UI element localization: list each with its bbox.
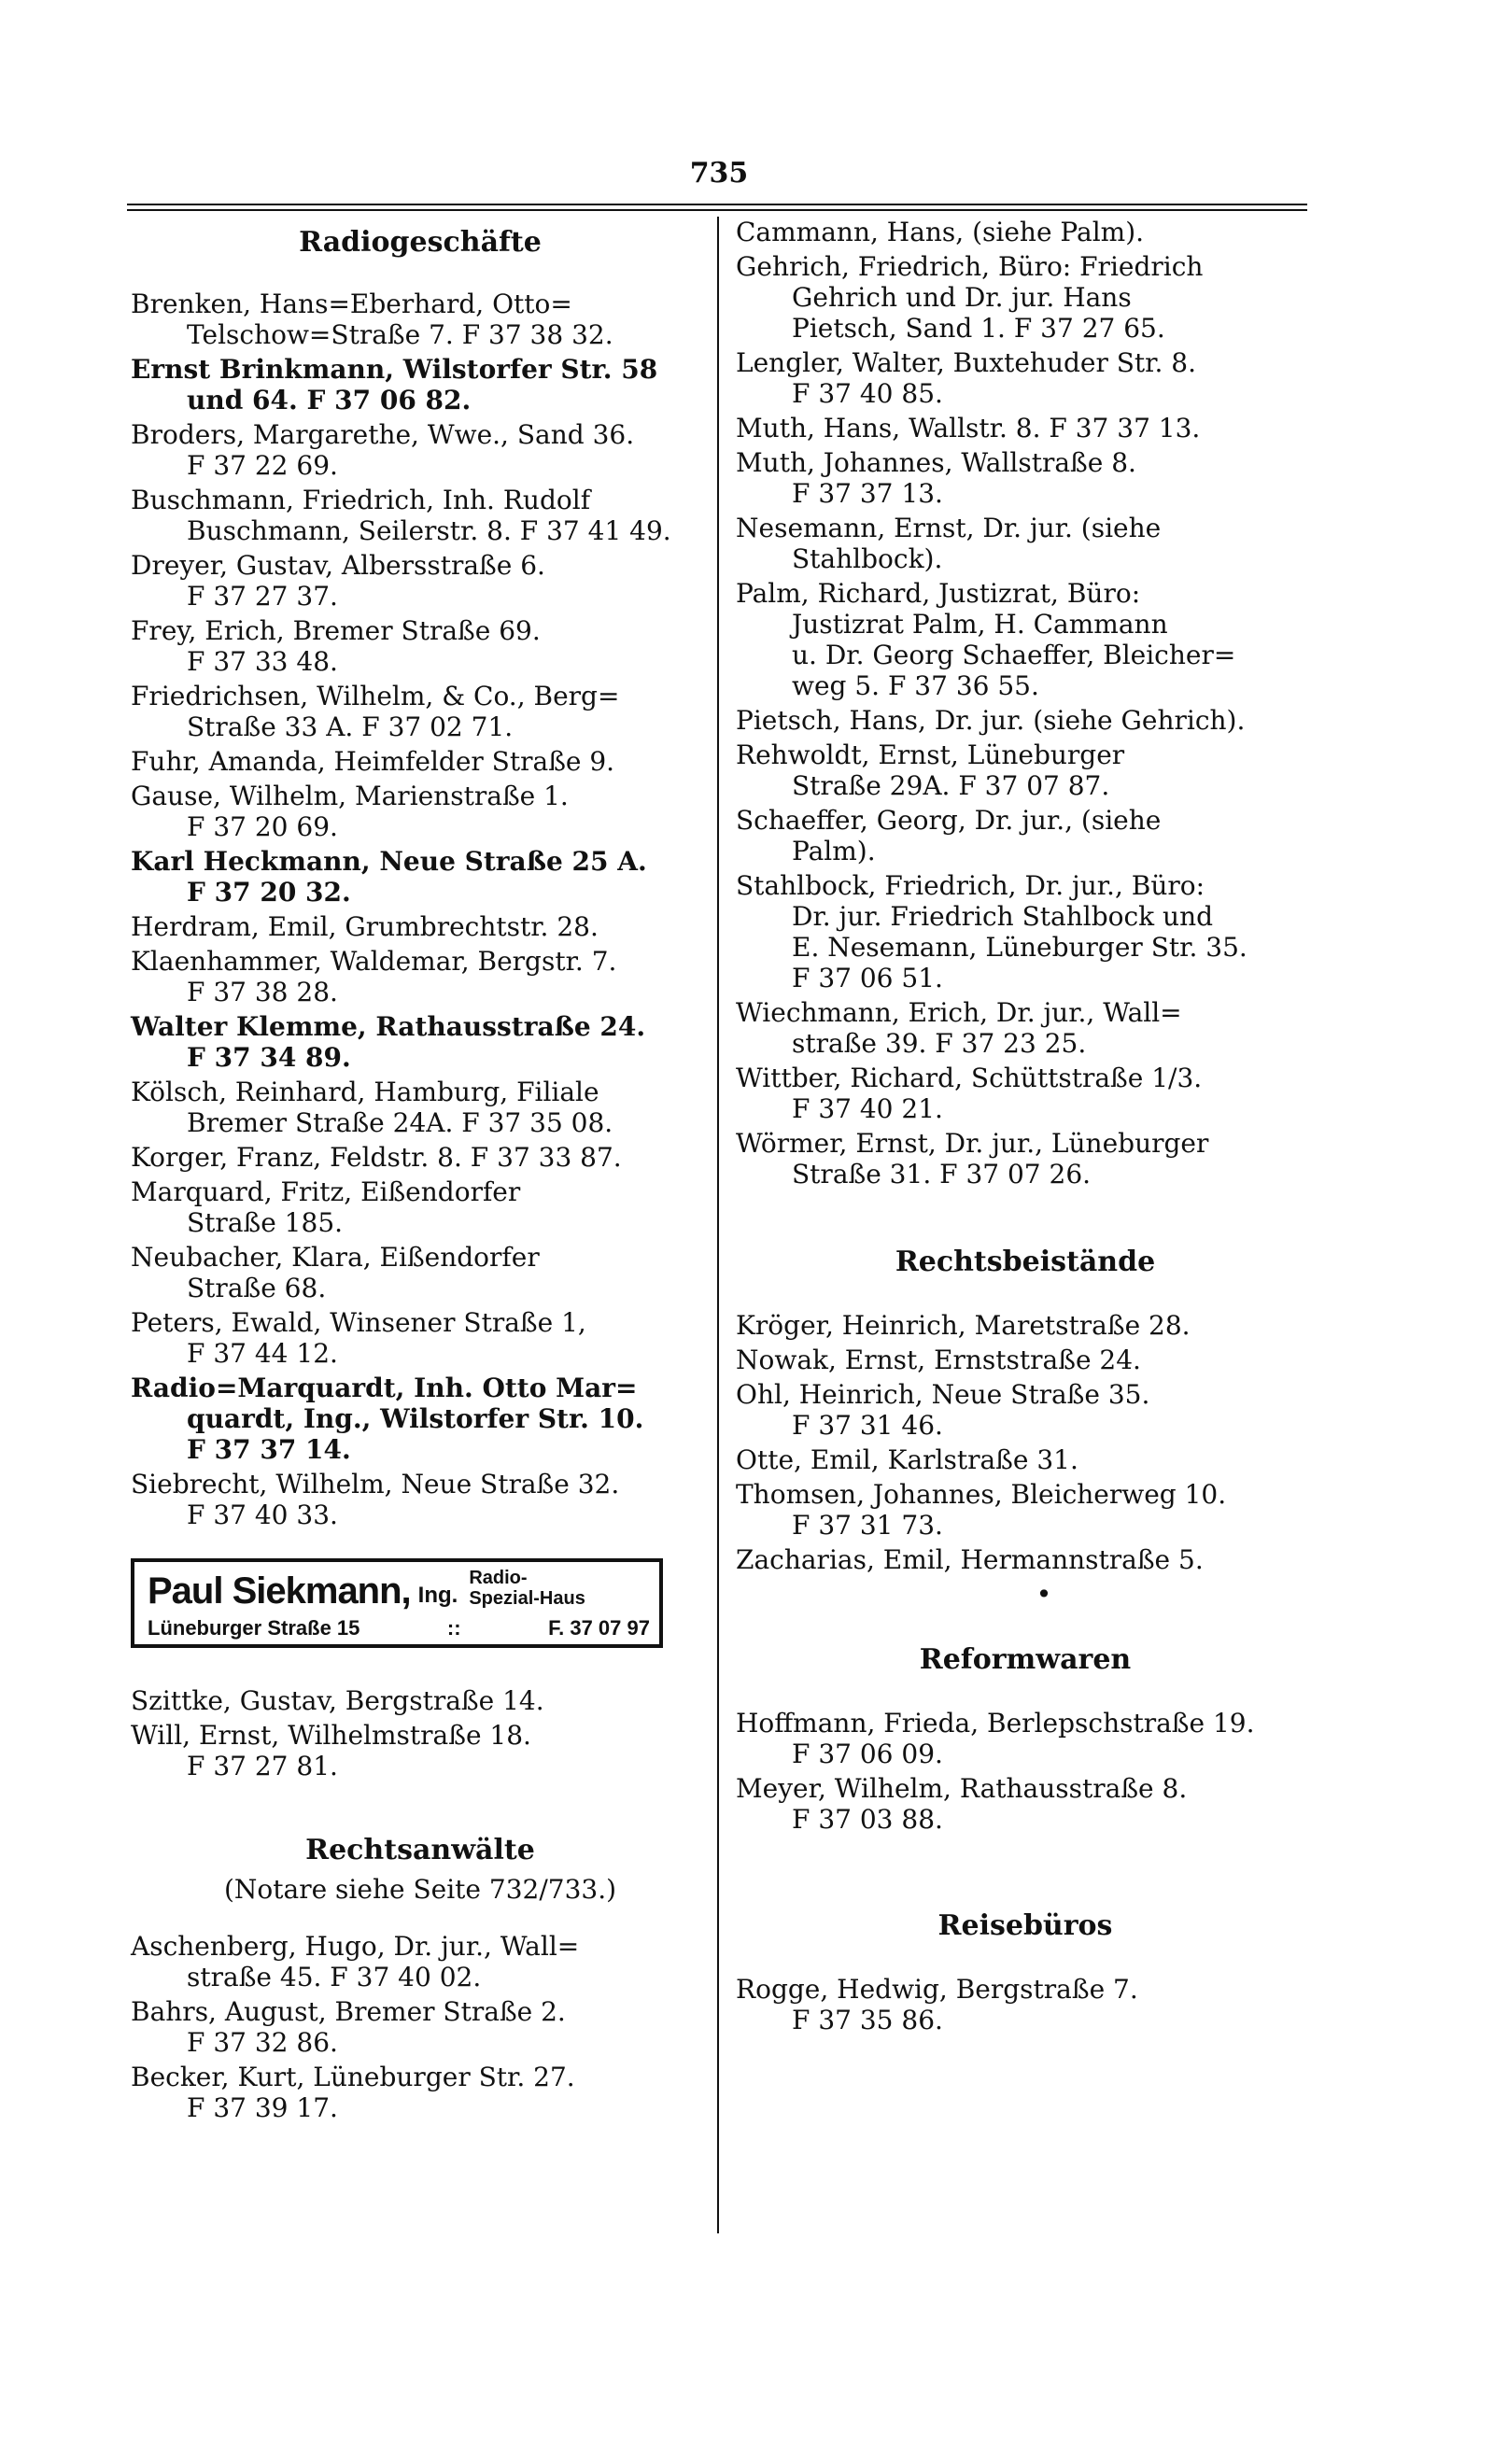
entry-continuation: F 37 38 28. xyxy=(187,977,338,1007)
ad-top-line xyxy=(148,1568,650,1612)
entry-line: Kölsch, Reinhard, Hamburg, Filiale xyxy=(131,1077,599,1107)
entry-line: Nesemann, Ernst, Dr. jur. (siehe xyxy=(736,513,1162,543)
entry-line: Marquard, Fritz, Eißendorfer xyxy=(131,1176,521,1207)
entry-continuation: Pietsch, Sand 1. F 37 27 65. xyxy=(792,313,1165,344)
entry-continuation: Straße 33 A. F 37 02 71. xyxy=(187,711,514,742)
directory-entry xyxy=(131,289,710,350)
section-heading-rechtsbeistaende: Rechtsbeistände xyxy=(895,1246,1156,1278)
section-heading-reformwaren: Reformwaren xyxy=(919,1643,1132,1676)
entry-continuation: quardt, Ing., Wilstorfer Str. 10. xyxy=(187,1403,644,1434)
header-rule xyxy=(127,204,1307,205)
ad-address: Lüneburger Straße 15 xyxy=(148,1616,360,1640)
entry-continuation: u. Dr. Georg Schaeffer, Bleicher= xyxy=(792,640,1236,670)
entry-continuation: Straße 185. xyxy=(187,1207,344,1238)
directory-entry xyxy=(736,870,1315,993)
entry-line: Becker, Kurt, Lüneburger Str. 27. xyxy=(131,2062,575,2092)
entry-line: Buschmann, Friedrich, Inh. Rudolf xyxy=(131,485,591,515)
ad-bottom-line xyxy=(148,1616,650,1640)
directory-entry xyxy=(131,1142,710,1173)
directory-entry xyxy=(736,1128,1315,1190)
entry-line: Muth, Hans, Wallstr. 8. F 37 37 13. xyxy=(736,413,1201,444)
entry-continuation: E. Nesemann, Lüneburger Str. 35. xyxy=(792,932,1247,963)
entry-line: Bahrs, August, Bremer Straße 2. xyxy=(131,1996,566,2027)
entry-continuation: F 37 39 17. xyxy=(187,2092,338,2123)
entry-line: Ohl, Heinrich, Neue Straße 35. xyxy=(736,1379,1150,1410)
directory-entry xyxy=(736,1479,1315,1541)
ad-company-name: Paul Siekmann, xyxy=(148,1570,411,1612)
entry-continuation: straße 39. F 37 23 25. xyxy=(792,1028,1087,1059)
entry-line: Klaenhammer, Waldemar, Bergstr. 7. xyxy=(131,946,617,977)
directory-entry xyxy=(131,550,710,612)
entry-line: Broders, Margarethe, Wwe., Sand 36. xyxy=(131,419,635,450)
ad-separator: :: xyxy=(446,1616,461,1640)
entry-line: Peters, Ewald, Winsener Straße 1, xyxy=(131,1307,586,1338)
entry-line: Korger, Franz, Feldstr. 8. F 37 33 87. xyxy=(131,1142,622,1173)
entry-line: Frey, Erich, Bremer Straße 69. xyxy=(131,615,541,646)
directory-entry xyxy=(736,513,1315,574)
directory-entry xyxy=(131,485,710,546)
section-heading-reisebueros: Reisebüros xyxy=(937,1909,1113,1942)
entry-line: Muth, Johannes, Wallstraße 8. xyxy=(736,447,1136,478)
directory-entry xyxy=(131,1373,710,1465)
entry-continuation: Buschmann, Seilerstr. 8. F 37 41 49. xyxy=(187,515,671,546)
reisebueros-list xyxy=(736,1974,1315,2035)
entry-continuation: Gehrich und Dr. jur. Hans xyxy=(792,282,1132,313)
entry-continuation: F 37 34 89. xyxy=(187,1042,351,1073)
entry-continuation: F 37 37 14. xyxy=(187,1434,351,1465)
radio-list xyxy=(131,289,710,1530)
entry-line: Brenken, Hans=Eberhard, Otto= xyxy=(131,289,572,319)
directory-entry xyxy=(131,1996,710,2058)
entry-line: Herdram, Emil, Grumbrechtstr. 28. xyxy=(131,911,599,942)
directory-entry xyxy=(131,1931,710,1992)
entry-continuation: F 37 20 32. xyxy=(187,877,351,908)
directory-entry xyxy=(131,1011,710,1073)
entry-line: Nowak, Ernst, Ernststraße 24. xyxy=(736,1345,1141,1375)
directory-entry xyxy=(131,946,710,1007)
entry-continuation: F 37 33 48. xyxy=(187,646,338,677)
page-number: 735 xyxy=(689,157,749,190)
column-divider xyxy=(717,217,719,2233)
section-heading-rechtsanwaelte: Rechtsanwälte xyxy=(305,1834,535,1866)
entry-continuation: F 37 31 73. xyxy=(792,1510,943,1541)
entry-line: Wiechmann, Erich, Dr. jur., Wall= xyxy=(736,997,1182,1028)
entry-line: Wittber, Richard, Schüttstraße 1/3. xyxy=(736,1063,1203,1093)
entry-continuation: Straße 31. F 37 07 26. xyxy=(792,1159,1092,1190)
directory-entry xyxy=(736,1773,1315,1835)
directory-entry xyxy=(736,1063,1315,1124)
entry-line: Radio=Marquardt, Inh. Otto Mar= xyxy=(131,1373,638,1403)
rechtsanwaelte-list xyxy=(131,1931,710,2123)
entry-line: Fuhr, Amanda, Heimfelder Straße 9. xyxy=(131,746,615,777)
entry-continuation: Stahlbock). xyxy=(792,543,943,574)
entry-continuation: F 37 40 85. xyxy=(792,378,943,409)
directory-entry xyxy=(131,419,710,481)
entry-continuation: weg 5. F 37 36 55. xyxy=(792,670,1039,701)
directory-entry xyxy=(131,781,710,842)
directory-entry xyxy=(736,1345,1315,1375)
directory-entry xyxy=(736,578,1315,701)
ad-side-line-1: Radio- xyxy=(469,1568,528,1588)
directory-entry xyxy=(736,1974,1315,2035)
entry-continuation: Straße 29A. F 37 07 87. xyxy=(792,770,1110,801)
entry-continuation: Palm). xyxy=(792,836,876,866)
entry-line: Hoffmann, Frieda, Berlepschstraße 19. xyxy=(736,1708,1255,1739)
entry-line: Palm, Richard, Justizrat, Büro: xyxy=(736,578,1141,609)
entry-line: Aschenberg, Hugo, Dr. jur., Wall= xyxy=(131,1931,580,1962)
directory-entry xyxy=(131,1077,710,1138)
entry-continuation: F 37 06 51. xyxy=(792,963,943,993)
ad-title: Ing. xyxy=(417,1583,458,1608)
directory-entry xyxy=(736,1379,1315,1441)
directory-entry xyxy=(736,739,1315,801)
entry-continuation: F 37 32 86. xyxy=(187,2027,338,2058)
left-column xyxy=(131,217,710,2127)
entry-line: Szittke, Gustav, Bergstraße 14. xyxy=(131,1685,544,1716)
entry-continuation: und 64. F 37 06 82. xyxy=(187,385,472,415)
entry-line: Friedrichsen, Wilhelm, & Co., Berg= xyxy=(131,681,620,711)
stray-mark: • xyxy=(1036,1579,1052,1610)
directory-entry xyxy=(736,413,1315,444)
section-heading-radio: Radiogeschäfte xyxy=(299,226,542,259)
entry-line: Rogge, Hedwig, Bergstraße 7. xyxy=(736,1974,1138,2005)
directory-entry xyxy=(736,805,1315,866)
directory-entry xyxy=(736,447,1315,509)
directory-entry xyxy=(131,1720,710,1781)
section-note: (Notare siehe Seite 732/733.) xyxy=(223,1874,617,1905)
entry-line: Karl Heckmann, Neue Straße 25 A. xyxy=(131,846,647,877)
entry-continuation: Dr. jur. Friedrich Stahlbock und xyxy=(792,901,1214,932)
directory-entry xyxy=(736,1708,1315,1769)
entry-line: Walter Klemme, Rathausstraße 24. xyxy=(131,1011,646,1042)
reformwaren-list xyxy=(736,1708,1315,1835)
ad-side-line-2: Spezial-Haus xyxy=(469,1588,585,1609)
entry-continuation: F 37 37 13. xyxy=(792,478,943,509)
entry-line: Thomsen, Johannes, Bleicherweg 10. xyxy=(736,1479,1227,1510)
entry-line: Schaeffer, Georg, Dr. jur., (siehe xyxy=(736,805,1162,836)
directory-entry xyxy=(131,615,710,677)
entry-line: Cammann, Hans, (siehe Palm). xyxy=(736,217,1145,247)
entry-line: Will, Ernst, Wilhelmstraße 18. xyxy=(131,1720,531,1751)
entry-continuation: Bremer Straße 24A. F 37 35 08. xyxy=(187,1107,613,1138)
entry-line: Kröger, Heinrich, Maretstraße 28. xyxy=(736,1310,1191,1341)
entry-continuation: F 37 03 88. xyxy=(792,1804,943,1835)
entry-line: Meyer, Wilhelm, Rathausstraße 8. xyxy=(736,1773,1188,1804)
directory-entry xyxy=(131,846,710,908)
entry-continuation: F 37 27 81. xyxy=(187,1751,338,1781)
after-ad-list xyxy=(131,1685,710,1781)
directory-entry xyxy=(736,1310,1315,1341)
directory-entry xyxy=(736,705,1315,736)
ad-phone: F. 37 07 97 xyxy=(548,1616,650,1640)
entry-continuation: Telschow=Straße 7. F 37 38 32. xyxy=(187,319,613,350)
entry-line: Siebrecht, Wilhelm, Neue Straße 32. xyxy=(131,1469,620,1500)
entry-line: Zacharias, Emil, Hermannstraße 5. xyxy=(736,1544,1204,1575)
entry-continuation: F 37 27 37. xyxy=(187,581,338,612)
entry-line: Gehrich, Friedrich, Büro: Friedrich xyxy=(736,251,1204,282)
entry-continuation: F 37 31 46. xyxy=(792,1410,943,1441)
directory-entry xyxy=(131,1469,710,1530)
entry-line: Gause, Wilhelm, Marienstraße 1. xyxy=(131,781,569,811)
directory-entry xyxy=(131,1685,710,1716)
header-rule xyxy=(127,209,1307,211)
entry-continuation: F 37 40 33. xyxy=(187,1500,338,1530)
entry-line: Rehwoldt, Ernst, Lüneburger xyxy=(736,739,1125,770)
ad-side-text xyxy=(469,1568,585,1609)
entry-continuation: straße 45. F 37 40 02. xyxy=(187,1962,482,1992)
right-column xyxy=(736,217,1315,2039)
directory-entry xyxy=(131,354,710,415)
directory-entry xyxy=(131,1242,710,1303)
entry-line: Pietsch, Hans, Dr. jur. (siehe Gehrich). xyxy=(736,705,1246,736)
rechtsanwaelte-continued-list xyxy=(736,217,1315,1190)
directory-entry xyxy=(131,681,710,742)
directory-entry xyxy=(736,1444,1315,1475)
entry-line: Lengler, Walter, Buxtehuder Str. 8. xyxy=(736,347,1197,378)
directory-entry xyxy=(131,1307,710,1369)
entry-continuation: F 37 44 12. xyxy=(187,1338,338,1369)
entry-line: Ernst Brinkmann, Wilstorfer Str. 58 xyxy=(131,354,658,385)
entry-continuation: Straße 68. xyxy=(187,1273,327,1303)
entry-continuation: F 37 35 86. xyxy=(792,2005,943,2035)
entry-line: Wörmer, Ernst, Dr. jur., Lüneburger xyxy=(736,1128,1209,1159)
entry-continuation: F 37 06 09. xyxy=(792,1739,943,1769)
entry-continuation: F 37 20 69. xyxy=(187,811,338,842)
advertisement-box xyxy=(131,1558,663,1648)
entry-continuation: F 37 40 21. xyxy=(792,1093,943,1124)
directory-entry xyxy=(736,217,1315,247)
entry-line: Stahlbock, Friedrich, Dr. jur., Büro: xyxy=(736,870,1205,901)
entry-continuation: Justizrat Palm, H. Cammann xyxy=(792,609,1168,640)
directory-entry xyxy=(736,347,1315,409)
directory-entry xyxy=(736,251,1315,344)
directory-entry xyxy=(736,1544,1315,1575)
entry-continuation: F 37 22 69. xyxy=(187,450,338,481)
directory-entry xyxy=(736,997,1315,1059)
directory-entry xyxy=(131,911,710,942)
entry-line: Neubacher, Klara, Eißendorfer xyxy=(131,1242,540,1273)
entry-line: Dreyer, Gustav, Albersstraße 6. xyxy=(131,550,545,581)
entry-line: Otte, Emil, Karlstraße 31. xyxy=(736,1444,1078,1475)
rechtsbeistaende-list xyxy=(736,1310,1315,1575)
directory-entry xyxy=(131,2062,710,2123)
directory-entry xyxy=(131,1176,710,1238)
directory-entry xyxy=(131,746,710,777)
